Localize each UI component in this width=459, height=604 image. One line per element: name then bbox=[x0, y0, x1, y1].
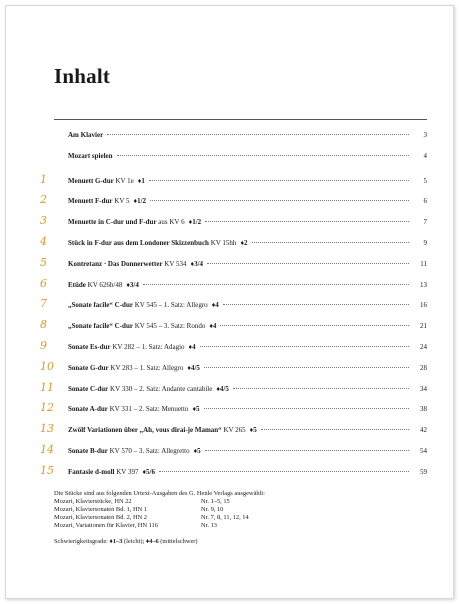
difficulty-badge: ♦5 bbox=[249, 426, 257, 435]
toc-entry-work: Am Klavier bbox=[68, 131, 104, 139]
toc-entry-detail: KV 545 – 3. Satz: Rondo bbox=[132, 322, 206, 331]
toc-entry-number: 3 bbox=[40, 214, 47, 228]
toc-entry-number: 12 bbox=[40, 401, 54, 415]
toc-entry-title bbox=[68, 177, 145, 185]
toc-entry-title bbox=[68, 131, 103, 139]
toc-entry-number: 10 bbox=[40, 359, 54, 373]
toc-entry-title bbox=[68, 343, 196, 351]
toc-entry-title bbox=[68, 218, 201, 226]
toc-entry-number: 7 bbox=[40, 297, 47, 311]
toc-entry-title bbox=[68, 197, 146, 205]
toc-entry bbox=[40, 173, 427, 194]
difficulty-badge: ♦1 bbox=[137, 176, 145, 185]
toc-entry-work: Menuett F-dur bbox=[68, 197, 113, 206]
difficulty-badge: ♦1/2 bbox=[188, 218, 202, 227]
leader-dots bbox=[143, 284, 409, 285]
toc-entry-work: „Sonate facile“ C-dur bbox=[68, 301, 133, 310]
toc-entry bbox=[40, 464, 427, 485]
difficulty-badge: ♦5/6 bbox=[142, 467, 155, 476]
leader-dots bbox=[150, 200, 409, 201]
toc-page-number: 3 bbox=[423, 131, 427, 139]
difficulty-legend bbox=[54, 538, 427, 546]
toc-entry-number: 13 bbox=[40, 422, 54, 436]
toc-entry bbox=[40, 297, 427, 318]
toc-entry-number: 9 bbox=[40, 338, 47, 352]
leader-dots bbox=[204, 367, 409, 368]
edition-row bbox=[54, 506, 427, 514]
leader-dots bbox=[204, 408, 409, 409]
edition-numbers: Nr. 7, 8, 11, 12, 14 bbox=[201, 514, 249, 521]
toc-entry-work: Fantasie d-moll bbox=[68, 467, 115, 476]
toc-entry-title bbox=[68, 152, 113, 160]
toc-entry-number: 6 bbox=[40, 276, 47, 290]
toc-entry bbox=[40, 339, 427, 360]
toc-entry-detail: aus KV 6 bbox=[156, 218, 185, 227]
toc-entry bbox=[40, 381, 427, 402]
toc-page-number: 11 bbox=[420, 259, 427, 268]
toc-page-number: 4 bbox=[423, 151, 427, 160]
toc-entry-title bbox=[68, 364, 200, 372]
toc-entry-title bbox=[68, 301, 219, 309]
toc-entry-work: Stück in F-dur aus dem Londoner Skizzenbuch bbox=[68, 238, 209, 247]
toc-entry-work: Sonate G-dur bbox=[68, 363, 109, 372]
toc-entry bbox=[40, 401, 427, 422]
toc-entry-work: Menuett G-dur bbox=[68, 176, 114, 185]
edition-row bbox=[54, 522, 427, 530]
toc-entry bbox=[40, 152, 427, 173]
toc-entry-title bbox=[68, 405, 200, 413]
legend-mid-text: (mittelschwer) bbox=[158, 538, 198, 545]
leader-dots bbox=[252, 242, 409, 243]
toc-entry-detail: KV 545 – 1. Satz: Allegro bbox=[132, 301, 208, 310]
toc-entry-number: 5 bbox=[40, 255, 47, 269]
legend-prefix: Schwierigkeitsgrade: bbox=[54, 538, 110, 545]
legend-easy-text: (leicht); bbox=[122, 538, 146, 545]
edition-numbers: Nr. 1–5, 15 bbox=[201, 498, 230, 505]
edition-row bbox=[54, 498, 427, 506]
leader-dots bbox=[261, 429, 409, 430]
difficulty-badge: ♦4/5 bbox=[187, 363, 200, 372]
toc-entry-detail: KV 282 – 1. Satz: Adagio bbox=[110, 342, 185, 351]
toc-entry bbox=[40, 277, 427, 298]
toc-page-number: 28 bbox=[420, 363, 427, 372]
difficulty-badge: ♦4 bbox=[188, 342, 196, 351]
toc-entry-title bbox=[68, 260, 203, 268]
edition-name: Mozart, Klaviersonaten Bd. 2, HN 2 bbox=[54, 514, 147, 521]
toc-entry-detail: KV 5 bbox=[112, 197, 130, 206]
toc-entry-title bbox=[68, 385, 229, 393]
toc-entry-detail: KV 570 – 3. Satz: Allegretto bbox=[107, 446, 190, 455]
leader-dots bbox=[207, 263, 409, 264]
toc-entry-number: 8 bbox=[40, 318, 47, 332]
toc-entry-detail: KV 331 – 2. Satz: Menuetto bbox=[107, 405, 189, 414]
toc-entry bbox=[40, 235, 427, 256]
difficulty-badge: ♦3/4 bbox=[190, 259, 204, 268]
toc-page-number: 9 bbox=[423, 238, 427, 247]
toc-entry-work: Etüde bbox=[68, 280, 86, 289]
toc-page-number: 6 bbox=[423, 197, 427, 206]
difficulty-badge: ♦5 bbox=[192, 405, 200, 414]
toc-entry-work: Sonate C-dur bbox=[68, 384, 109, 393]
toc-page-number: 16 bbox=[420, 301, 427, 310]
toc-entry-work: Zwölf Variationen über „Ah, vous dirai-je Maman“ bbox=[68, 426, 222, 435]
toc-page-number: 7 bbox=[423, 218, 427, 227]
toc-page-number: 13 bbox=[420, 280, 427, 289]
table-of-contents bbox=[40, 131, 427, 485]
title-divider bbox=[54, 119, 427, 120]
toc-entry bbox=[40, 131, 427, 152]
difficulty-badge: ♦4/5 bbox=[216, 384, 229, 393]
toc-entry-title bbox=[68, 281, 139, 289]
leader-dots bbox=[159, 471, 409, 472]
toc-entry bbox=[40, 443, 427, 464]
toc-entry-detail: KV 626b/48 bbox=[85, 280, 123, 289]
leader-dots bbox=[205, 450, 409, 451]
leader-dots bbox=[220, 325, 409, 326]
notes-intro: Die Stücke sind aus folgenden Urtext-Ausgaben des G. Henle Verlags ausgewählt: bbox=[54, 490, 265, 497]
difficulty-badge: ♦4 bbox=[209, 322, 217, 331]
leader-dots bbox=[117, 155, 409, 156]
toc-page-number: 42 bbox=[420, 426, 427, 435]
toc-entry-detail: KV 283 – 1. Satz: Allegro bbox=[108, 363, 184, 372]
toc-page-number: 54 bbox=[420, 446, 427, 455]
toc-entry-title bbox=[68, 447, 201, 455]
toc-entry-number: 11 bbox=[40, 380, 54, 394]
edition-list bbox=[54, 498, 427, 530]
edition-row bbox=[54, 514, 427, 522]
toc-entry-title bbox=[68, 426, 257, 434]
legend-easy: ♦1–3 bbox=[109, 538, 123, 545]
toc-entry-detail: KV 265 bbox=[221, 426, 246, 435]
toc-entry-detail: KV 1e bbox=[113, 176, 134, 185]
toc-entry-work: Kontretanz · Das Donnerwetter bbox=[68, 259, 163, 268]
document-page bbox=[5, 5, 454, 599]
difficulty-badge: ♦1/2 bbox=[133, 197, 147, 206]
toc-entry-detail: KV 534 bbox=[162, 259, 187, 268]
toc-page-number: 5 bbox=[423, 176, 427, 185]
toc-entry-work: Sonate B-dur bbox=[68, 446, 108, 455]
toc-entry bbox=[40, 360, 427, 381]
toc-entry-number: 1 bbox=[40, 172, 47, 186]
edition-numbers: Nr. 9, 10 bbox=[201, 506, 224, 513]
toc-entry bbox=[40, 214, 427, 235]
toc-page-number: 34 bbox=[420, 384, 427, 393]
toc-entry bbox=[40, 256, 427, 277]
toc-page-number: 59 bbox=[420, 467, 427, 476]
toc-page-number: 21 bbox=[420, 322, 427, 331]
toc-page-number: 24 bbox=[420, 342, 427, 351]
toc-entry-number: 4 bbox=[40, 234, 47, 248]
leader-dots bbox=[205, 221, 409, 222]
toc-entry-work: Sonate A-dur bbox=[68, 405, 108, 414]
toc-entry-detail: KV 397 bbox=[114, 467, 139, 476]
toc-entry bbox=[40, 318, 427, 339]
leader-dots bbox=[233, 388, 409, 389]
edition-name: Mozart, Klaviersonaten Bd. 1, HN 1 bbox=[54, 506, 147, 513]
toc-entry bbox=[40, 193, 427, 214]
toc-entry-work: Sonate Es-dur bbox=[68, 342, 111, 351]
toc-entry bbox=[40, 422, 427, 443]
toc-entry-title bbox=[68, 239, 248, 247]
edition-numbers: Nr. 13 bbox=[201, 522, 217, 529]
difficulty-badge: ♦4 bbox=[211, 301, 219, 310]
toc-entry-detail: KV 15hh bbox=[208, 238, 237, 247]
leader-dots bbox=[223, 304, 409, 305]
toc-entry-number: 15 bbox=[40, 463, 54, 477]
edition-name: Mozart, Klavierstücke, HN 22 bbox=[54, 498, 132, 505]
leader-dots bbox=[200, 346, 409, 347]
toc-entry-number: 14 bbox=[40, 442, 54, 456]
edition-name: Mozart, Variationen für Klavier, HN 116 bbox=[54, 522, 158, 529]
leader-dots bbox=[149, 180, 409, 181]
toc-page-number: 38 bbox=[420, 405, 427, 414]
toc-entry-title bbox=[68, 468, 155, 476]
toc-entry-work: „Sonate facile“ C-dur bbox=[68, 322, 133, 331]
toc-entry-work: Menuette in C-dur und F-dur bbox=[68, 218, 157, 227]
toc-entry-detail: KV 330 – 2. Satz: Andante cantabile bbox=[108, 384, 213, 393]
page-title: Inhalt bbox=[54, 64, 111, 88]
difficulty-badge: ♦3/4 bbox=[126, 280, 139, 289]
edition-notes bbox=[54, 490, 427, 546]
toc-entry-work: Mozart spielen bbox=[68, 151, 113, 160]
difficulty-badge: ♦5 bbox=[193, 446, 201, 455]
toc-entry-title bbox=[68, 322, 216, 330]
legend-mid: ♦4–6 bbox=[145, 538, 159, 545]
leader-dots bbox=[107, 134, 409, 135]
toc-entry-number: 2 bbox=[40, 193, 47, 207]
difficulty-badge: ♦2 bbox=[240, 238, 248, 247]
